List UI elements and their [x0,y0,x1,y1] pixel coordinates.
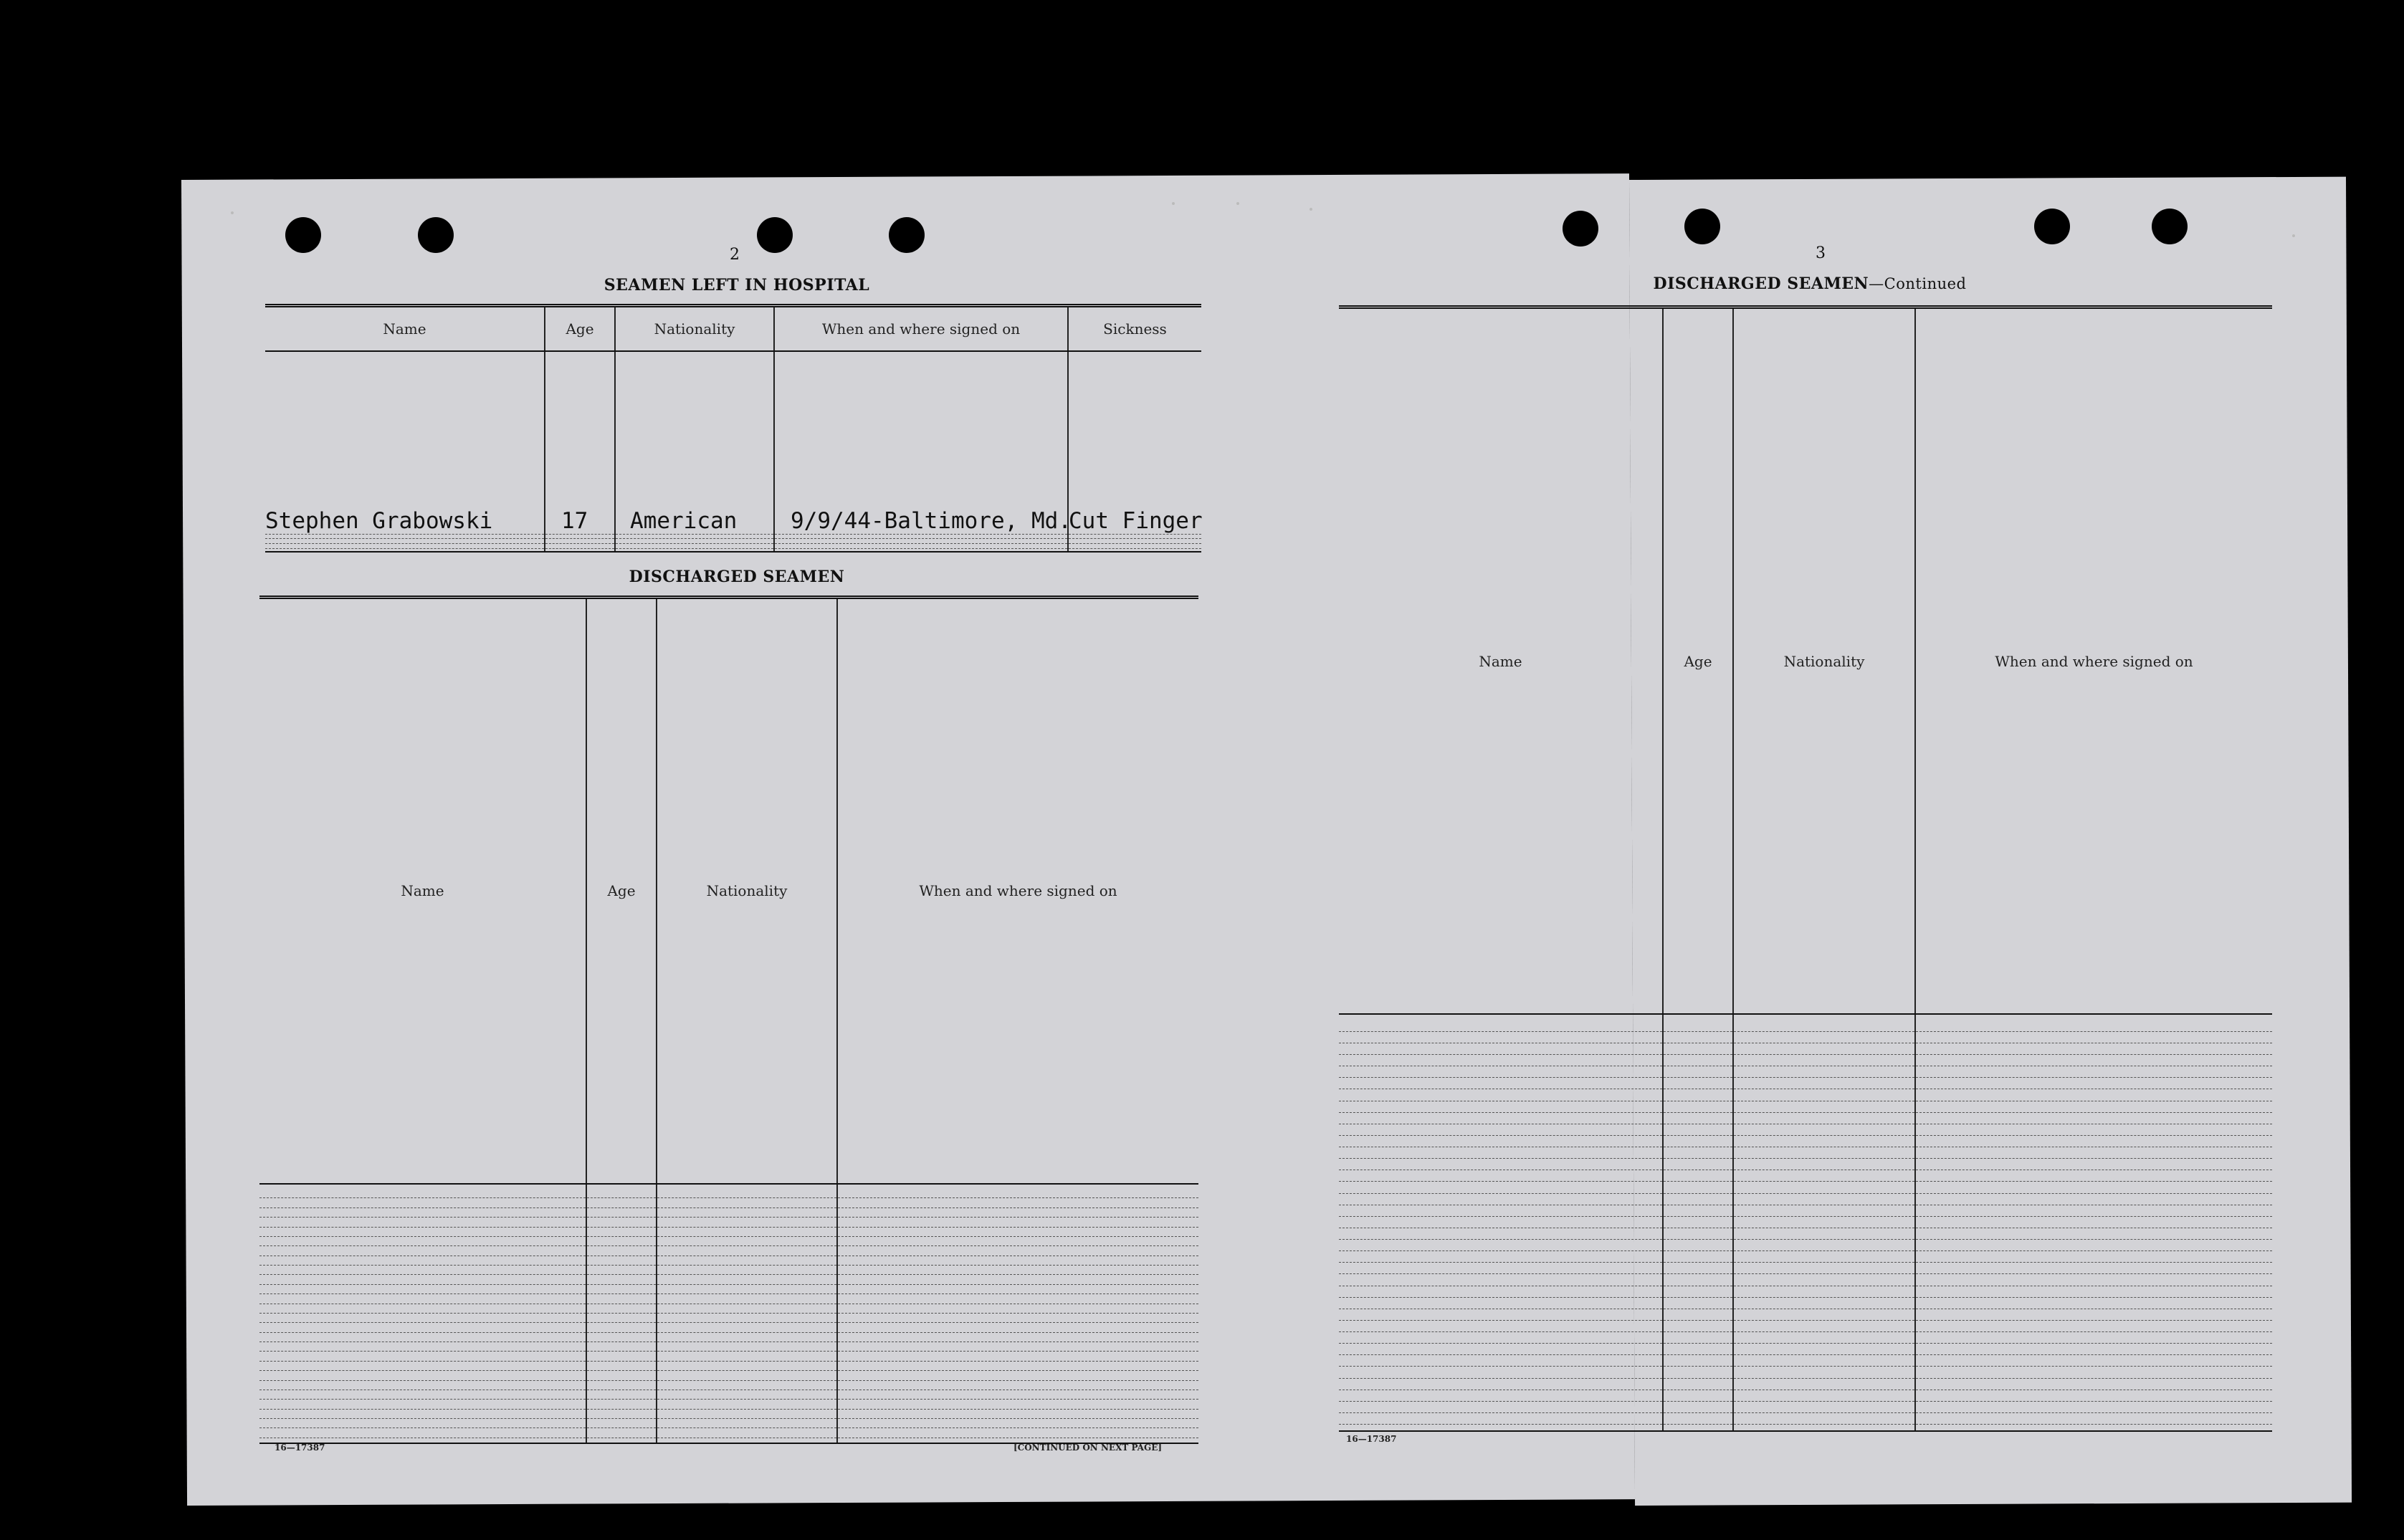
table-row [1339,1297,2272,1309]
punch-hole [889,217,925,253]
table-row [265,544,1201,549]
table-row [1339,1193,2272,1205]
table-row [1339,1089,2272,1101]
table-row [1339,1170,2272,1182]
discharged-table-left [259,596,1198,1444]
continued-note: [CONTINUED ON NEXT PAGE] [1013,1443,1163,1453]
table-row [1339,1390,2272,1401]
table-row [1339,1216,2272,1228]
table-row [259,1227,1198,1236]
table-row [1339,1055,2272,1066]
col-nationality-header: Nationality [1733,309,1915,1014]
col-age-header: Age [586,599,657,1184]
table-row [1339,1274,2272,1286]
entry-age: 17 [545,351,615,534]
table-row [1339,1240,2272,1251]
table-row [259,1198,1198,1207]
table-row [259,1304,1198,1313]
table-row [1339,1014,2272,1031]
scan-speck [2292,234,2295,237]
table-row [1339,1344,2272,1355]
table-row [259,1438,1198,1443]
table-row [259,1266,1198,1275]
table-row [259,1380,1198,1390]
punch-hole [285,217,321,253]
col-signed-on-header: When and where signed on [774,307,1068,351]
table-row [259,1294,1198,1304]
table-row [1339,1378,2272,1390]
entry-name: Stephen Grabowski [265,351,545,534]
table-row [259,1361,1198,1370]
table-row [259,1332,1198,1341]
table-row [265,351,1201,534]
punch-hole [1684,209,1720,244]
table-row [1339,1135,2272,1147]
table-row [1339,1355,2272,1367]
scan-speck [1310,208,1312,211]
table-row [1339,1078,2272,1089]
col-signed-on-header: When and where signed on [1915,309,2272,1014]
scan-speck [231,211,234,214]
table-row [259,1342,1198,1352]
table-row [1339,1112,2272,1124]
table-row [1339,1205,2272,1216]
table-row [1339,1367,2272,1378]
table-row [1339,1031,2272,1043]
page-number-left: 2 [730,246,740,264]
col-name-header: Name [265,307,545,351]
table-row [259,1428,1198,1438]
form-code-left: 16—17387 [275,1443,325,1453]
table-row [265,534,1201,539]
hospital-section-title: SEAMEN LEFT IN HOSPITAL [604,276,870,295]
entry-sickness: Cut Finger [1068,351,1201,534]
table-row [259,1400,1198,1409]
punch-hole [1563,211,1598,247]
table-row [1339,1412,2272,1424]
table-row [259,1256,1198,1265]
entry-signed-on: 9/9/44-Baltimore, Md. [774,351,1068,534]
table-row [1339,1101,2272,1112]
punch-hole [2152,209,2188,244]
table-row [1339,1182,2272,1193]
table-row [259,1390,1198,1399]
table-row [265,549,1201,551]
table-row [1339,1332,2272,1344]
table-row [1339,1309,2272,1320]
table-row [265,539,1201,544]
table-row [259,1409,1198,1418]
col-age-header: Age [545,307,615,351]
punch-hole [2034,209,2070,244]
table-row [1339,1159,2272,1170]
col-age-header: Age [1663,309,1733,1014]
table-row [1339,1066,2272,1078]
col-name-header: Name [1339,309,1663,1014]
scan-speck [1172,202,1175,205]
table-row [1339,1228,2272,1239]
table-row [259,1207,1198,1217]
col-nationality-header: Nationality [615,307,774,351]
table-row [1339,1147,2272,1159]
discharged-table-right [1339,305,2272,1432]
table-row [259,1236,1198,1245]
punch-hole [418,217,454,253]
table-row [1339,1124,2272,1135]
table-row [1339,1043,2272,1054]
table-row [1339,1425,2272,1430]
discharged-continued-main: DISCHARGED SEAMEN [1653,274,1869,293]
punch-hole [757,217,793,253]
table-row [1339,1286,2272,1297]
table-row [1339,1401,2272,1412]
table-row [259,1218,1198,1227]
table-row [259,1246,1198,1256]
discharged-section-title: DISCHARGED SEAMEN [629,568,845,586]
discharged-continued-title [1348,274,2272,293]
table-row [259,1371,1198,1380]
table-row [1339,1263,2272,1274]
col-name-header: Name [259,599,586,1184]
table-row [259,1275,1198,1284]
hospital-table [265,304,1201,553]
discharged-continued-suffix: —Continued [1869,275,1967,292]
scan-speck [1236,202,1239,205]
table-row [1339,1320,2272,1331]
table-row [259,1284,1198,1293]
table-row [259,1184,1198,1198]
page-number-right: 3 [1816,244,1826,262]
form-code-right: 16—17387 [1346,1434,1397,1444]
table-row [259,1323,1198,1332]
table-row [259,1419,1198,1428]
col-nationality-header: Nationality [657,599,837,1184]
col-sickness-header: Sickness [1068,307,1201,351]
table-row [259,1352,1198,1361]
col-signed-on-header: When and where signed on [837,599,1198,1184]
entry-nationality: American [615,351,774,534]
table-row [259,1313,1198,1322]
table-row [1339,1251,2272,1263]
